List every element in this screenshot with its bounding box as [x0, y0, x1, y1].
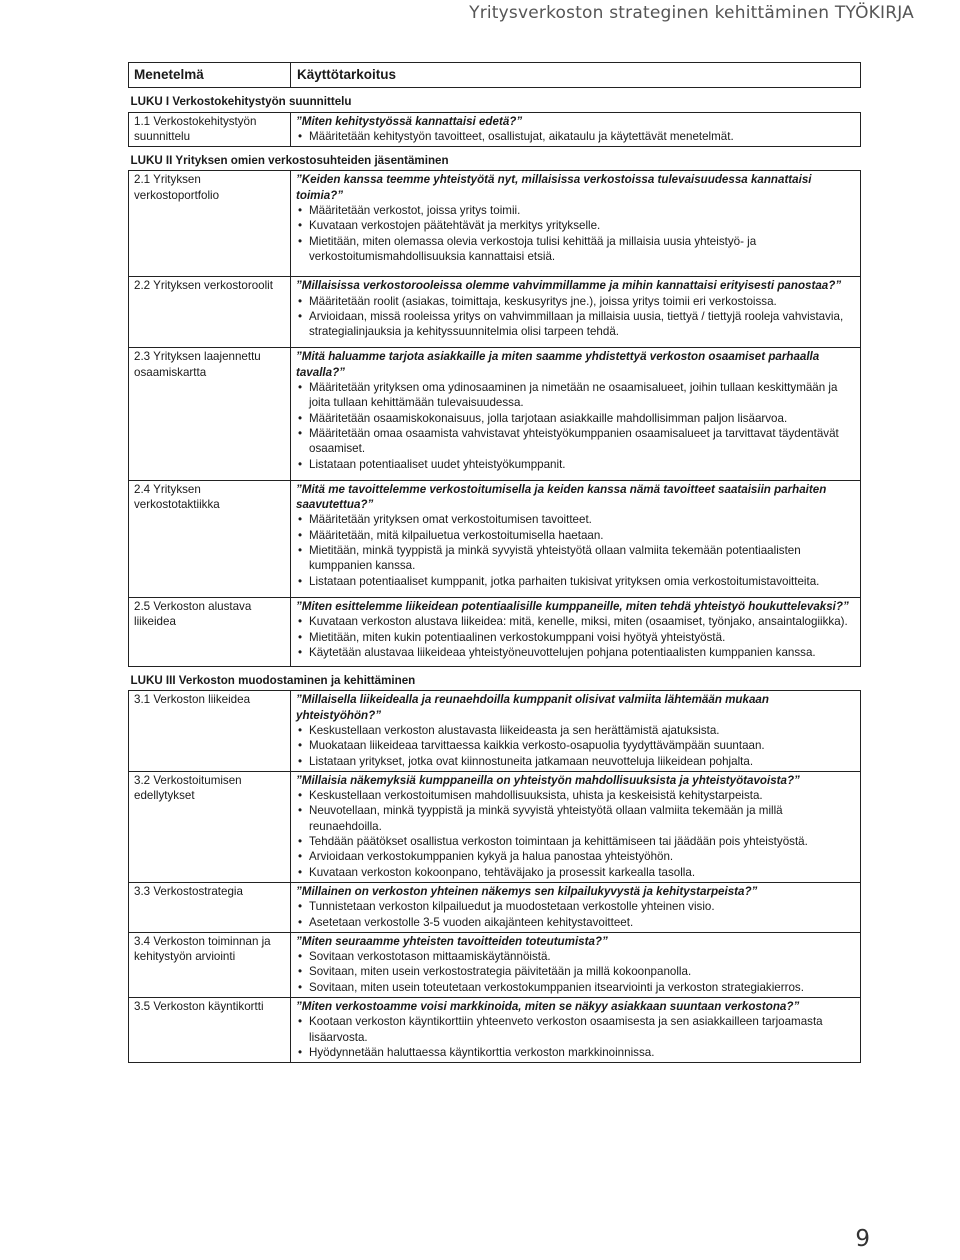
- bullet-item: • Listataan potentiaaliset uudet yhteistyökumppanit.: [296, 457, 856, 472]
- purpose-cell: [291, 771, 861, 882]
- bullet-list: [296, 380, 856, 472]
- purpose-cell: [291, 348, 861, 480]
- bullet-item: • Kootaan verkoston käyntikorttiin yhteenveto verkoston osaamisesta ja sen asiakkailleen tarjoamasta lisäarvosta.: [296, 1014, 856, 1045]
- bullet-item: • Määritetään roolit (asiakas, toimittaja, keskusyritys jne.), joissa yritys toimii eri verkostoissa.: [296, 294, 856, 309]
- bullet-item: • Kuvataan verkoston alustava liikeidea: mitä, kenelle, miksi, miten (osaamiset, työnjako, ansaintalogiikka).: [296, 614, 856, 629]
- methods-table-container: [128, 62, 861, 1063]
- table-row: [129, 277, 861, 348]
- method-cell: 2.5 Verkoston alustava liikeidea: [129, 597, 291, 666]
- bullet-item: • Sovitaan verkostotason mittaamiskäytännöistä.: [296, 949, 856, 964]
- method-cell: 3.3 Verkostostrategia: [129, 882, 291, 932]
- bullet-item: • Asetetaan verkostolle 3-5 vuoden aikajänteen kehitystavoitteet.: [296, 915, 856, 930]
- bullet-list: [296, 723, 856, 769]
- bullet-item: • Määritetään verkostot, joissa yritys toimii.: [296, 203, 856, 218]
- table-row: [129, 882, 861, 932]
- bullet-item: • Tunnistetaan verkoston kilpailuedut ja muodostetaan verkostolle yhteinen visio.: [296, 899, 856, 914]
- column-header-method: Menetelmä: [129, 63, 291, 88]
- bullet-item: • Kuvataan verkostojen päätehtävät ja merkitys yritykselle.: [296, 218, 856, 233]
- method-cell: 3.1 Verkoston liikeidea: [129, 691, 291, 771]
- section-heading-row: [129, 88, 861, 112]
- bullet-list: [296, 294, 856, 340]
- bullet-item: • Sovitaan, miten usein toteutetaan verkostokumppanien itsearviointi ja verkoston strategiakierros.: [296, 980, 856, 995]
- bullet-item: • Hyödynnetään haluttaessa käyntikorttia verkoston markkinoinnissa.: [296, 1045, 856, 1060]
- purpose-cell: [291, 597, 861, 666]
- method-cell: 2.2 Yrityksen verkostoroolit: [129, 277, 291, 348]
- table-row: [129, 771, 861, 882]
- method-cell: 2.4 Yrityksen verkostotaktiikka: [129, 480, 291, 597]
- guiding-question: ”Miten kehitystyössä kannattaisi edetä?”: [296, 114, 523, 128]
- methods-table: [128, 62, 861, 1063]
- bullet-item: • Mietitään, minkä tyyppistä ja minkä syvyistä yhteistyötä ollaan valmiita tekemään potentiaalisten kumppanien kanssa.: [296, 543, 856, 574]
- section-heading-row: [129, 667, 861, 691]
- table-row: [129, 171, 861, 277]
- method-cell: 3.4 Verkoston toiminnan ja kehitystyön arviointi: [129, 932, 291, 997]
- section-heading-row: [129, 147, 861, 171]
- bullet-item: • Määritetään, mitä kilpailuetua verkostoitumisella haetaan.: [296, 528, 856, 543]
- section-title: LUKU II Yrityksen omien verkostosuhteiden jäsentäminen: [130, 154, 449, 168]
- bullet-list: [296, 614, 856, 660]
- bullet-item: • Keskustellaan verkostoitumisen mahdollisuuksista, uhista ja keskeisistä kehitystarpeista.: [296, 788, 856, 803]
- bullet-item: • Määritetään osaamiskokonaisuus, jolla tarjotaan asiakkaille mahdollisimman paljon lisäarvoa.: [296, 411, 856, 426]
- guiding-question: ”Miten verkostoamme voisi markkinoida, miten se näkyy asiakkaan suuntaan verkostona?”: [296, 1000, 800, 1014]
- guiding-question: ”Mitä haluamme tarjota asiakkaille ja miten saamme yhdistettyä verkoston osaamiset parhaalla tavalla?”: [296, 350, 820, 379]
- bullet-item: • Sovitaan, miten usein verkostostrategia päivitetään ja millä kokoonpanolla.: [296, 964, 856, 979]
- guiding-question: ”Millainen on verkoston yhteinen näkemys sen kilpailukyvystä ja kehitystarpeista?”: [296, 884, 758, 898]
- method-cell: 1.1 Verkostokehitystyön suunnittelu: [129, 112, 291, 147]
- bullet-item: • Arvioidaan, missä rooleissa yritys on vahvimmillaan ja millaisia uusia, tiettyä / tiettyjä rooleja vahvistavia, strategialinjauksia ja kehityssuunnitelmia olisi tarpeen tehdä.: [296, 309, 856, 340]
- bullet-list: [296, 203, 856, 264]
- guiding-question: ”Millaisissa verkostorooleissa olemme vahvimmillamme ja mihin kannattaisi erityisesti panostaa?”: [296, 279, 842, 293]
- column-header-purpose: Käyttötarkoitus: [291, 63, 861, 88]
- guiding-question: ”Miten seuraamme yhteisten tavoitteiden toteutumista?”: [296, 934, 608, 948]
- section-title: LUKU I Verkostokehitystyön suunnittelu: [130, 95, 352, 109]
- bullet-item: • Keskustellaan verkoston alustavasta liikeideasta ja sen herättämistä ajatuksista.: [296, 723, 856, 738]
- bullet-item: • Mietitään, miten olemassa olevia verkostoja tulisi kehittää ja millaisia uusia yhteistyö- ja verkostoitumismahdollisuuksia kannattaisi etsiä.: [296, 234, 856, 265]
- method-cell: 3.5 Verkoston käyntikortti: [129, 998, 291, 1063]
- table-row: [129, 691, 861, 771]
- table-row: [129, 998, 861, 1063]
- purpose-cell: [291, 480, 861, 597]
- purpose-cell: [291, 691, 861, 771]
- guiding-question: ”Millaisia näkemyksiä kumppaneilla on yhteistyön mahdollisuuksista ja yhteistyötavoista?”: [296, 773, 800, 787]
- bullet-item: • Määritetään yrityksen oma ydinosaaminen ja nimetään ne osaamisalueet, joihin tullaan keskittymään ja joita tullaan kehittämään tulevaisuudessa.: [296, 380, 856, 411]
- running-header: Yritysverkoston strateginen kehittäminen TYÖKIRJA: [469, 3, 914, 23]
- bullet-item: • Neuvotellaan, minkä tyyppistä ja minkä syvyistä yhteistyötä ollaan valmiita tekemään ja millä reunaehdoilla.: [296, 803, 856, 834]
- guiding-question: ”Keiden kanssa teemme yhteistyötä nyt, millaisissa verkostoissa tulevaisuudessa kannattaisi toimia?”: [296, 173, 812, 202]
- purpose-cell: [291, 998, 861, 1063]
- bullet-item: • Määritetään omaa osaamista vahvistavat yhteistyökumppanien osaamisalueet ja tarvittavat täydentävät osaamiset.: [296, 426, 856, 457]
- table-header-row: [129, 63, 861, 88]
- purpose-cell: [291, 277, 861, 348]
- bullet-item: • Kuvataan verkoston kokoonpano, tehtäväjako ja prosessit karkealla tasolla.: [296, 865, 856, 880]
- bullet-item: • Muokataan liikeideaa tarvittaessa kaikkia verkosto-osapuolia tyydyttävämpään suuntaan.: [296, 738, 856, 753]
- bullet-item: • Listataan yritykset, jotka ovat kiinnostuneita jatkamaan neuvotteluja liikeidean pohjalta.: [296, 754, 856, 769]
- bullet-list: [296, 1014, 856, 1060]
- bullet-item: • Määritetään kehitystyön tavoitteet, osallistujat, aikataulu ja käytettävät menetelmät.: [296, 129, 856, 144]
- table-row: [129, 112, 861, 147]
- guiding-question: ”Miten esittelemme liikeidean potentiaalisille kumppaneille, miten tehdä yhteistyö houkuttelevaksi?”: [296, 599, 849, 613]
- method-cell: 2.1 Yrityksen verkostoportfolio: [129, 171, 291, 277]
- method-cell: 2.3 Yrityksen laajennettu osaamiskartta: [129, 348, 291, 480]
- bullet-list: [296, 788, 856, 880]
- purpose-cell: [291, 932, 861, 997]
- purpose-cell: [291, 882, 861, 932]
- bullet-list: [296, 899, 856, 930]
- table-row: [129, 348, 861, 480]
- guiding-question: ”Mitä me tavoittelemme verkostoitumisella ja keiden kanssa nämä tavoitteet saataisiin parhaiten saavutettua?”: [296, 482, 827, 512]
- purpose-cell: [291, 171, 861, 277]
- bullet-list: [296, 129, 856, 144]
- bullet-list: [296, 512, 856, 588]
- bullet-item: • Arvioidaan verkostokumppanien kykyä ja halua panostaa yhteistyöhön.: [296, 849, 856, 864]
- bullet-item: • Tehdään päätökset osallistua verkoston toimintaan ja kehittämiseen tai jäädään pois yhteistyöstä.: [296, 834, 856, 849]
- method-cell: 3.2 Verkostoitumisen edellytykset: [129, 771, 291, 882]
- bullet-item: • Määritetään yrityksen omat verkostoitumisen tavoitteet.: [296, 512, 856, 527]
- page-number: 9: [855, 1226, 870, 1252]
- purpose-cell: [291, 112, 861, 147]
- bullet-item: • Listataan potentiaaliset kumppanit, jotka parhaiten tukisivat yrityksen omia verkostoitumistavoitteita.: [296, 574, 856, 589]
- table-row: [129, 597, 861, 666]
- bullet-item: • Mietitään, miten kukin potentiaalinen verkostokumppani voisi hyötyä yhteistyöstä.: [296, 630, 856, 645]
- bullet-list: [296, 949, 856, 995]
- guiding-question: ”Millaisella liikeidealla ja reunaehdoilla kumppanit olisivat valmiita lähtemään mukaan yhteistyöhön?”: [296, 693, 769, 722]
- bullet-item: • Käytetään alustavaa liikeideaa yhteistyöneuvottelujen pohjana potentiaalisten kumppanien kanssa.: [296, 645, 856, 660]
- section-title: LUKU III Verkoston muodostaminen ja kehittäminen: [130, 674, 416, 688]
- table-row: [129, 480, 861, 597]
- table-row: [129, 932, 861, 997]
